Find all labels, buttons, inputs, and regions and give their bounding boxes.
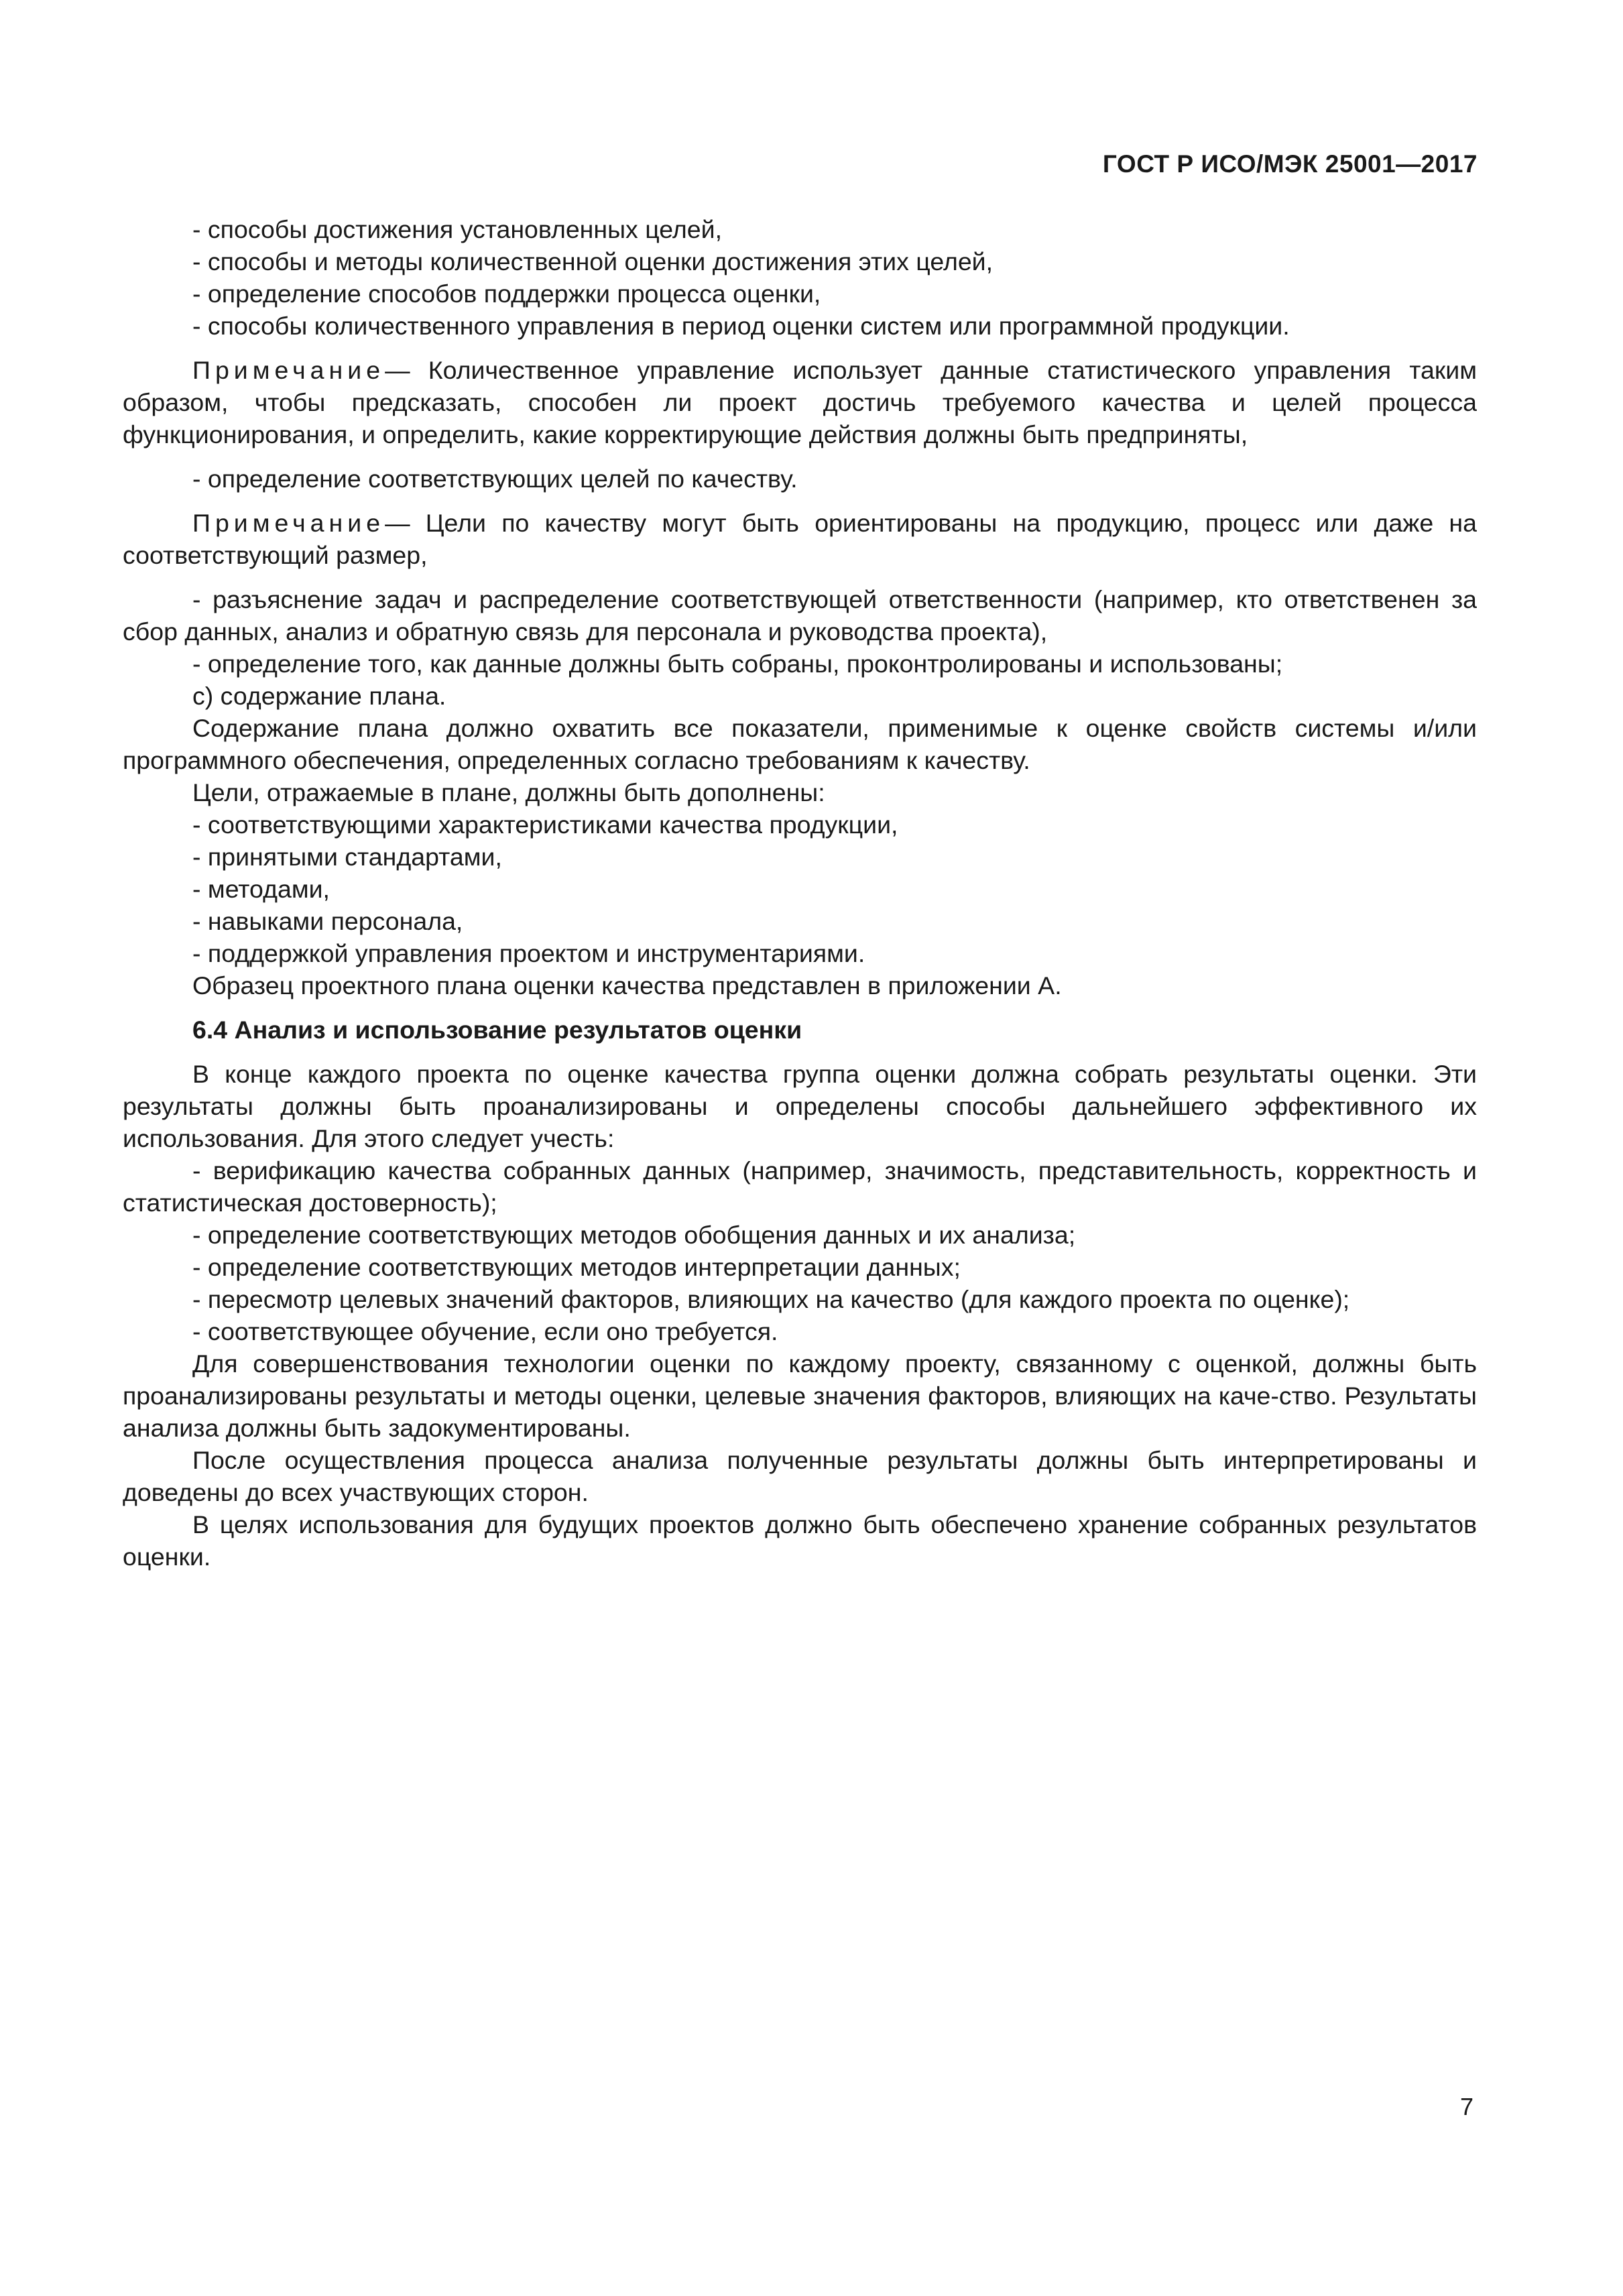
list-item: - пересмотр целевых значений факторов, влияющих на качество (для каждого проекта по оценке); xyxy=(192,1285,1350,1313)
paragraph: После осуществления процесса анализа полученные результаты должны быть интерпретированы и доведены до всех участвующих сторон. xyxy=(123,1446,1477,1506)
list-item: - методами, xyxy=(192,875,330,903)
section-heading: 6.4 Анализ и использование результатов оценки xyxy=(192,1016,802,1044)
paragraph: Содержание плана должно охватить все показатели, применимые к оценке свойств системы и/или программного обеспечения, определенных согласно требованиям к качеству. xyxy=(123,714,1477,774)
list-item: - разъяснение задач и распределение соответствующей ответственности (например, кто ответственен за сбор данных, анализ и обратную связь для персонала и руководства проекта), xyxy=(123,585,1477,646)
list-item: - способы и методы количественной оценки достижения этих целей, xyxy=(192,247,994,276)
paragraph: Для совершенствования технологии оценки по каждому проекту, связанному с оценкой, должны быть проанализированы результаты и методы оценки, целевые значения факторов, влияющих на каче-ство. Результаты анализа должны быть задокументированы. xyxy=(123,1349,1477,1442)
paragraph: В конце каждого проекта по оценке качества группа оценки должна собрать результаты оценки. Эти результаты должны быть проанализированы и определены способы дальнейшего эффективного их использования. Для этого следует учесть: xyxy=(123,1060,1477,1152)
note-label: Примечание xyxy=(192,509,385,537)
list-item: - определение соответствующих методов обобщения данных и их анализа; xyxy=(192,1221,1076,1249)
page-number: 7 xyxy=(1459,2093,1474,2120)
document-body xyxy=(123,213,1477,1573)
list-item: с) содержание плана. xyxy=(192,682,446,710)
list-item: - верификацию качества собранных данных (например, значимость, представительность, корректность и статистическая достоверность); xyxy=(123,1156,1477,1217)
note-paragraph xyxy=(123,354,1477,450)
list-item: - способы достижения установленных целей, xyxy=(192,215,722,243)
list-item: - определение того, как данные должны быть собраны, проконтролированы и использованы; xyxy=(192,650,1283,678)
list-item: - определение соответствующих методов интерпретации данных; xyxy=(192,1253,961,1281)
list-item: - соответствующее обучение, если оно требуется. xyxy=(192,1317,778,1345)
paragraph: Цели, отражаемые в плане, должны быть дополнены: xyxy=(192,778,825,806)
list-item: - определение способов поддержки процесса оценки, xyxy=(192,280,821,308)
list-item: - принятыми стандартами, xyxy=(192,843,502,871)
list-item: - навыками персонала, xyxy=(192,907,463,935)
standard-header: ГОСТ Р ИСО/МЭК 25001—2017 xyxy=(1102,150,1478,178)
note-text: — Количественное управление использует данные статистического управления таким образом, чтобы предсказать, способен ли проект достичь требуемого качества и целей процесса функционирования, и определить, какие корректирующие действия должны быть предприняты, xyxy=(123,356,1477,448)
note-text: — Цели по качеству могут быть ориентированы на продукцию, процесс или даже на соответствующий размер, xyxy=(123,509,1477,569)
note-paragraph xyxy=(123,507,1477,571)
list-item: - поддержкой управления проектом и инструментариями. xyxy=(192,939,865,967)
paragraph: В целях использования для будущих проектов должно быть обеспечено хранение собранных результатов оценки. xyxy=(123,1510,1477,1571)
list-item: - способы количественного управления в период оценки систем или программной продукции. xyxy=(192,312,1290,340)
note-label: Примечание xyxy=(192,356,385,384)
list-item: - определение соответствующих целей по качеству. xyxy=(192,465,798,493)
list-item: - соответствующими характеристиками качества продукции, xyxy=(192,810,898,839)
paragraph: Образец проектного плана оценки качества представлен в приложении А. xyxy=(192,971,1062,1000)
